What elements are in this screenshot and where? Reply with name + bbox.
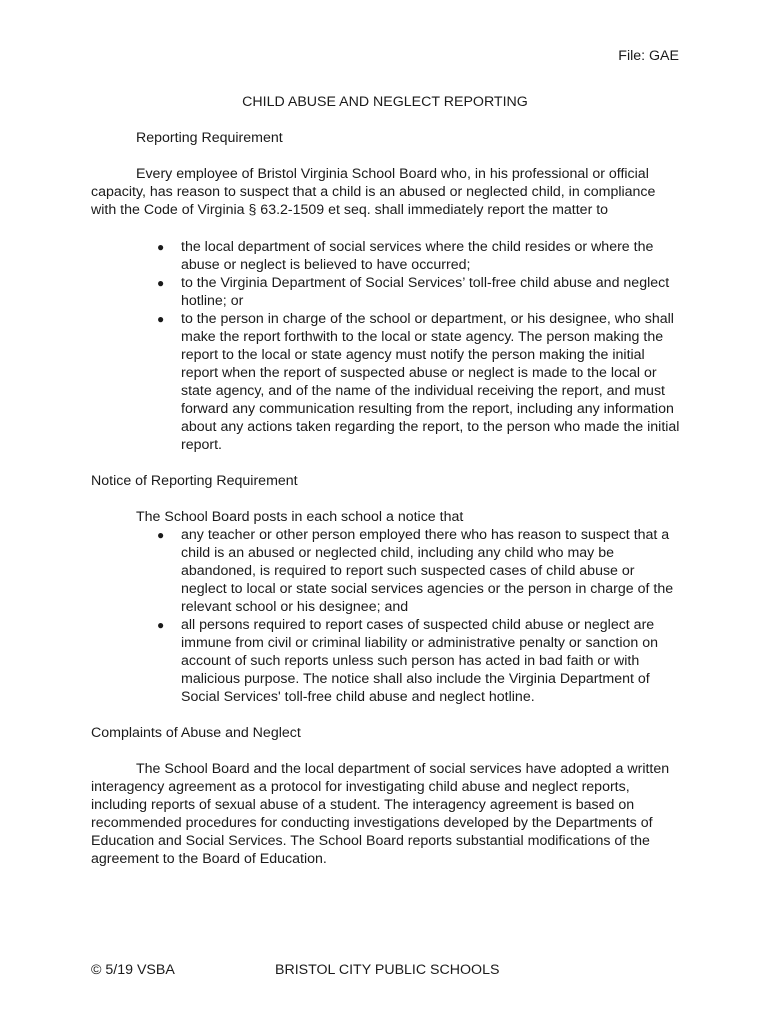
- section-heading-notice: Notice of Reporting Requirement: [91, 473, 298, 489]
- bullet-icon: ●: [157, 276, 165, 290]
- complaints-paragraph: The School Board and the local department of social services have adopted a written interagency agreement as a protocol for investigating child abuse and neglect reports, including reports of sexual abuse of a student. The interagency agreement is based on recommended procedures for conducting investigations developed by the Departments of Education and Social Services. The School Board reports substantial modifications of the agreement to the Board of Education.: [91, 761, 670, 867]
- footer-copyright: © 5/19 VSBA: [91, 962, 175, 978]
- bullet-icon: ●: [157, 618, 165, 632]
- notice-list: [157, 526, 681, 706]
- list-item-text: any teacher or other person employed there who has reason to suspect that a child is an abused or neglected child, including any child who may be abandoned, is required to report such suspected cases of child abuse or neglect to local or state social services agencies or the person in charge of the relevant school or his designee; and: [181, 527, 674, 615]
- notice-intro: The School Board posts in each school a notice that: [136, 509, 464, 525]
- footer-organization: BRISTOL CITY PUBLIC SCHOOLS: [275, 962, 500, 978]
- reporting-requirement-paragraph: Every employee of Bristol Virginia School Board who, in his professional or official capacity, has reason to suspect that a child is an abused or neglected child, in compliance with the Code of Virginia § 63.2-1509 et seq. shall immediately report the matter to: [91, 166, 656, 218]
- file-code: File: GAE: [618, 48, 679, 64]
- list-item-text: to the Virginia Department of Social Services’ toll-free child abuse and neglect hotline; or: [181, 275, 670, 309]
- bullet-icon: ●: [157, 528, 165, 542]
- list-item: [157, 526, 681, 616]
- list-item: [157, 274, 681, 310]
- section-heading-complaints: Complaints of Abuse and Neglect: [91, 725, 301, 741]
- section-heading-reporting-requirement: Reporting Requirement: [136, 130, 283, 146]
- document-title: CHILD ABUSE AND NEGLECT REPORTING: [242, 94, 528, 110]
- list-item: [157, 616, 681, 706]
- list-item-text: to the person in charge of the school or department, or his designee, who shall make the report forthwith to the local or state agency. The person making the report to the local or state agency must notify the person making the initial report when the report of suspected abuse or neglect is made to the local or state agency, and of the name of the individual receiving the report, and must forward any communication resulting from the report, including any information about any actions taken regarding the report, to the person who made the initial report.: [181, 311, 680, 453]
- list-item: [157, 238, 681, 274]
- bullet-icon: ●: [157, 240, 165, 254]
- reporting-requirement-list: [157, 238, 681, 454]
- list-item: [157, 310, 681, 454]
- bullet-icon: ●: [157, 312, 165, 326]
- list-item-text: the local department of social services where the child resides or where the abuse or neglect is believed to have occurred;: [181, 239, 654, 273]
- list-item-text: all persons required to report cases of suspected child abuse or neglect are immune from civil or criminal liability or administrative penalty or sanction on account of such reports unless such person has acted in bad faith or with malicious purpose. The notice shall also include the Virginia Department of Social Services' toll-free child abuse and neglect hotline.: [181, 617, 659, 705]
